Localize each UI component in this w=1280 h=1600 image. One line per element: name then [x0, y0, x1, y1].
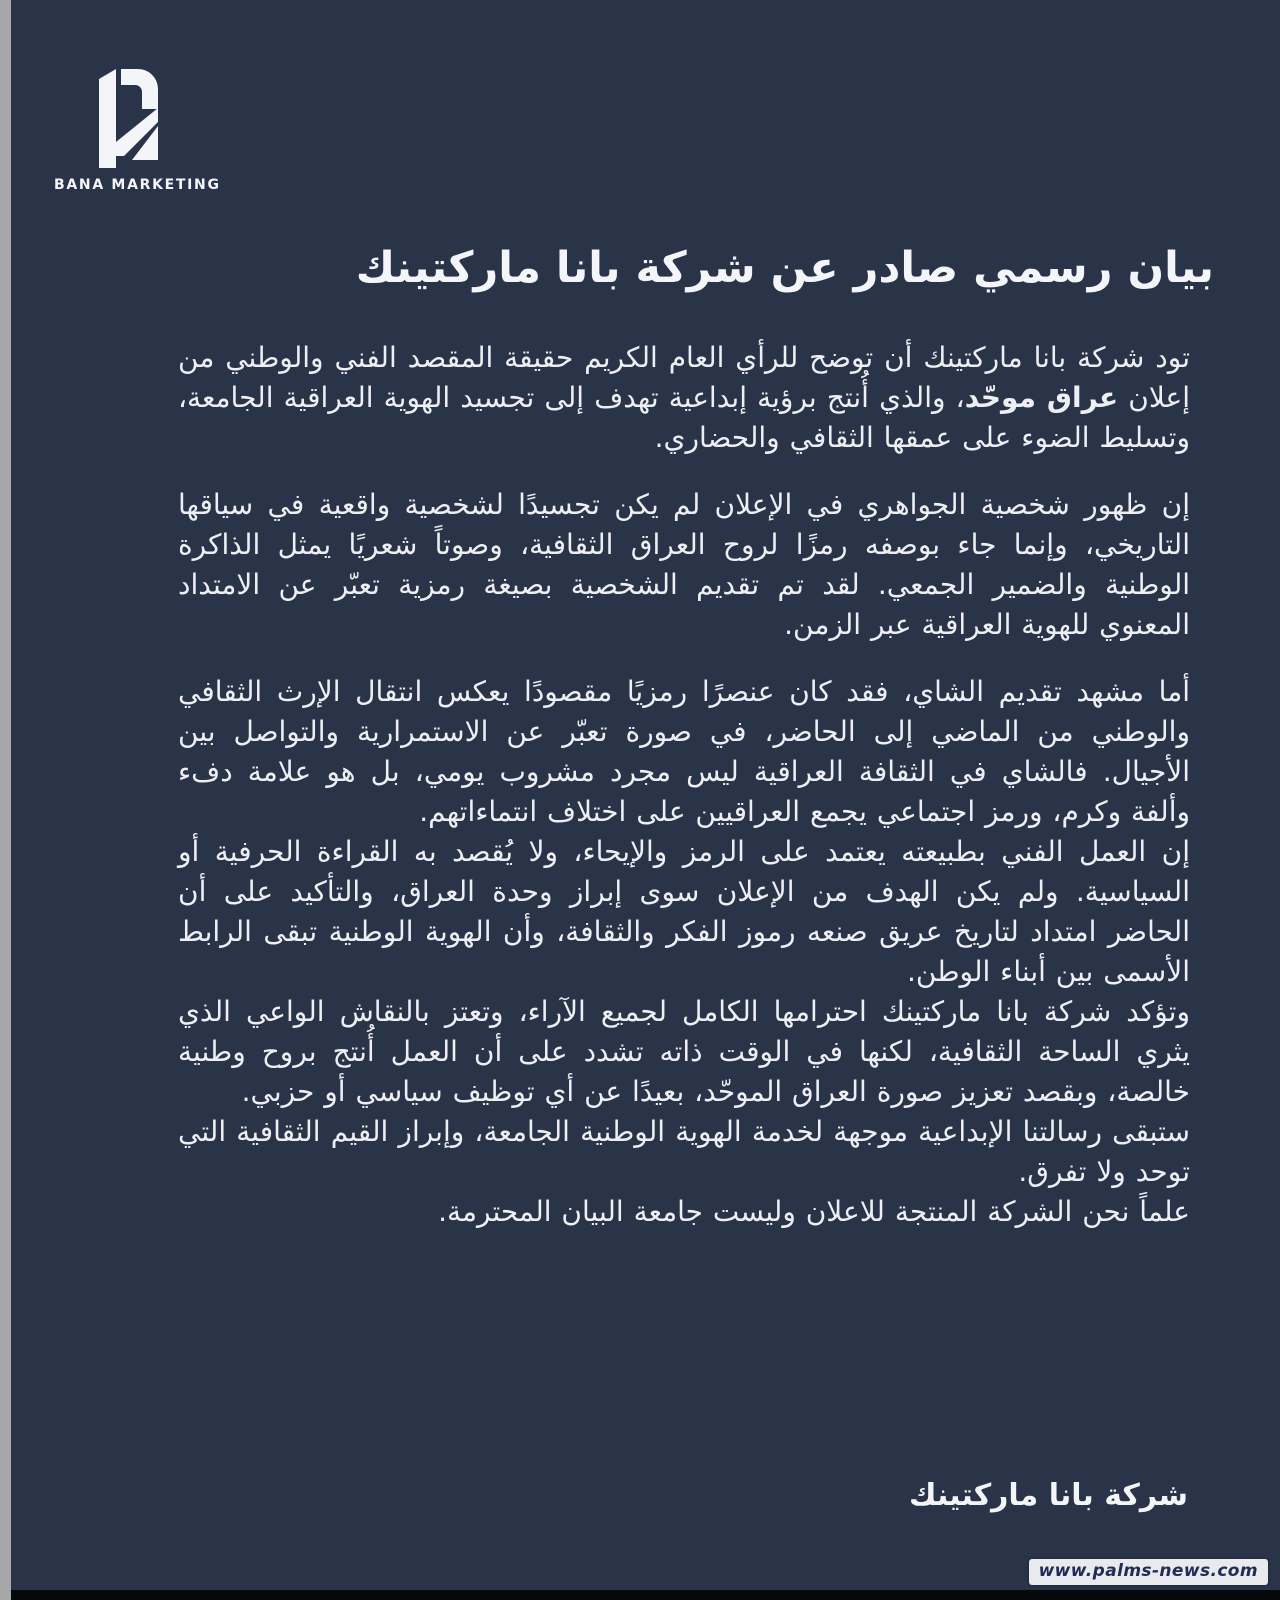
- statement-paragraph: [178, 338, 1190, 458]
- logo-wordmark: BANA MARKETING: [54, 177, 221, 193]
- statement-paragraph: [178, 485, 1190, 645]
- bottom-black-strip: [11, 1590, 1280, 1600]
- paragraph-text: إن العمل الفني بطبيعته يعتمد على الرمز والإيحاء، ولا يُقصد به القراءة الحرفية أو السياسية. ولم يكن الهدف من الإعلان سوى إبراز وحدة العراق، والتأكيد على أن الحاضر امتداد لتاريخ عريق صنعه رموز الفكر والثقافة، وأن الهوية الوطنية تبقى الرابط الأسمى بين أبناء الوطن.: [178, 835, 1190, 988]
- signature: شركة بانا ماركتينك: [909, 1478, 1188, 1513]
- statement-paragraph: [178, 672, 1190, 832]
- statement-body: [178, 338, 1190, 1232]
- paragraph-text: ستبقى رسالتنا الإبداعية موجهة لخدمة الهوية الوطنية الجامعة، وإبراز القيم الثقافية التي توحد ولا تفرق.: [178, 1115, 1190, 1188]
- watermark: www.palms-news.com: [1029, 1559, 1268, 1585]
- bana-logo-mark-icon: [88, 64, 160, 172]
- paragraph-text: إن ظهور شخصية الجواهري في الإعلان لم يكن تجسيدًا لشخصية واقعية في سياقها التاريخي، وإنما جاء بوصفه رمزًا لروح العراق الثقافية، وصوتاً شعريًا يمثل الذاكرة الوطنية والضمير الجمعي. لقد تم تقديم الشخصية بصيغة رمزية تعبّر عن الامتداد المعنوي للهوية العراقية عبر الزمن.: [178, 488, 1190, 641]
- statement-content: [64, 238, 1214, 1232]
- paragraph-text: علماً نحن الشركة المنتجة للاعلان وليست جامعة البيان المحترمة.: [438, 1195, 1190, 1228]
- paragraph-text: تود شركة بانا ماركتينك أن توضح للرأي العام الكريم حقيقة المقصد الفني والوطني من إعلان: [178, 341, 1191, 414]
- paragraph-text: وتؤكد شركة بانا ماركتينك احترامها الكامل لجميع الآراء، وتعتز بالنقاش الواعي الذي يثري الساحة الثقافية، لكنها في الوقت ذاته تشدد على أن العمل أُنتج بروح وطنية خالصة، وبقصد تعزيز صورة العراق الموحّد، بعيدًا عن أي توظيف سياسي أو حزبي.: [178, 995, 1190, 1108]
- paragraph-text: أما مشهد تقديم الشاي، فقد كان عنصرًا رمزيًا مقصودًا يعكس انتقال الإرث الثقافي والوطني من الماضي إلى الحاضر، في صورة تعبّر عن الاستمرارية والتواصل بين الأجيال. فالشاي في الثقافة العراقية ليس مجرد مشروب يومي، بل هو علامة دفء وألفة وكرم، ورمز اجتماعي يجمع العراقيين على اختلاف انتماءاتهم.: [178, 675, 1190, 828]
- statement-paragraph: [178, 832, 1190, 992]
- statement-paragraph: [178, 1192, 1190, 1232]
- statement-paragraph: [178, 1112, 1190, 1192]
- statement-title: بيان رسمي صادر عن شركة بانا ماركتينك: [355, 243, 1214, 293]
- statement-paragraph: [178, 992, 1190, 1112]
- emphasized-text: عراق موحّد: [964, 381, 1119, 414]
- paragraph-text: ، والذي أُنتج برؤية إبداعية تهدف إلى تجسيد الهوية العراقية الجامعة، وتسليط الضوء على عمقها الثقافي والحضاري.: [178, 381, 1190, 454]
- left-scrollbar-strip[interactable]: [0, 0, 11, 1600]
